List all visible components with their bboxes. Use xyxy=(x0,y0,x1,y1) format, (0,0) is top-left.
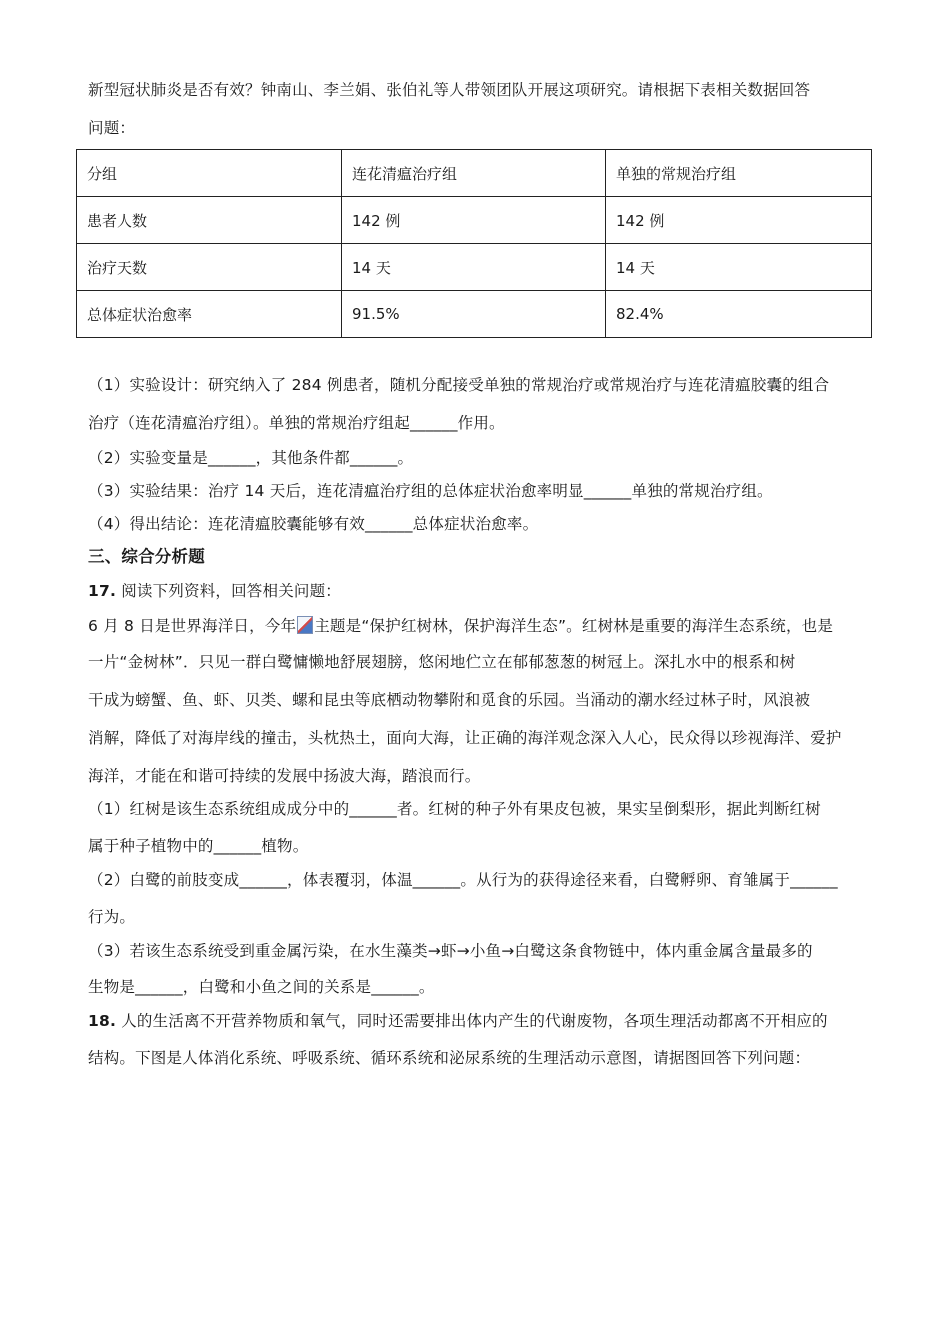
q17-para-line4: 消解，降低了对海岸线的撞击，头枕热土，面向大海，让正确的海洋观念深入人心，民众得以珍视海洋、爱护 xyxy=(88,729,842,747)
table-cell: 患者人数 xyxy=(77,197,342,244)
q17-part3-line1: （3）若该生态系统受到重金属污染，在水生藻类→虾→小鱼→白鹭这条食物链中，体内重金属含量最多的 xyxy=(88,942,813,960)
question-number: 17. xyxy=(88,582,117,600)
q16-part2: （2）实验变量是______，其他条件都______。 xyxy=(88,449,414,467)
q17-prompt xyxy=(88,580,868,602)
table-cell: 142 例 xyxy=(342,197,606,244)
q17-para-line3: 干成为螃蟹、鱼、虾、贝类、螺和昆虫等底栖动物攀附和觅食的乐园。当涌动的潮水经过林子时，风浪被 xyxy=(88,691,811,709)
q17-part2-line1: （2）白鹭的前肢变成______，体表覆羽，体温______。从行为的获得途径来看，白鹭孵卵、育雏属于______ xyxy=(88,871,838,889)
q17-part1-line1: （1）红树是该生态系统组成成分中的______者。红树的种子外有果皮包被，果实呈倒梨形，据此判断红树 xyxy=(88,800,821,818)
q16-part1-line2: 治疗（连花清瘟治疗组）。单独的常规治疗组起______作用。 xyxy=(88,414,505,432)
intro-line-2: 问题： xyxy=(88,119,136,137)
table-header-cell: 连花清瘟治疗组 xyxy=(342,150,606,197)
table-header-cell: 单独的常规治疗组 xyxy=(606,150,872,197)
data-table xyxy=(76,149,872,338)
q18-line1-text: 人的生活离不开营养物质和氧气，同时还需要排出体内产生的代谢废物，各项生理活动都离不开相应的 xyxy=(116,1012,828,1030)
question-number: 18. xyxy=(88,1012,117,1030)
q17-part3-line2: 生物是______，白鹭和小鱼之间的关系是______。 xyxy=(88,978,435,996)
q17-para-line1-a: 6 月 8 日是世界海洋日，今年 xyxy=(88,617,297,635)
q17-para-line5: 海洋，才能在和谐可持续的发展中扬波大海，踏浪而行。 xyxy=(88,767,481,785)
table-cell: 91.5% xyxy=(342,291,606,338)
embedded-image-icon xyxy=(297,616,313,634)
q17-part1-line2: 属于种子植物中的______植物。 xyxy=(88,837,309,855)
q18-line1 xyxy=(88,1010,868,1032)
table-cell: 142 例 xyxy=(606,197,872,244)
q16-part4: （4）得出结论：连花清瘟胶囊能够有效______总体症状治愈率。 xyxy=(88,515,539,533)
q17-para-line1 xyxy=(88,615,868,637)
table-cell: 82.4% xyxy=(606,291,872,338)
q18-line2: 结构。下图是人体消化系统、呼吸系统、循环系统和泌尿系统的生理活动示意图，请据图回答下列问题： xyxy=(88,1049,811,1067)
q16-part1-line1: （1）实验设计：研究纳入了 284 例患者，随机分配接受单独的常规治疗或常规治疗与连花清瘟胶囊的组合 xyxy=(88,376,830,394)
intro-line-1: 新型冠状肺炎是否有效？钟南山、李兰娟、张伯礼等人带领团队开展这项研究。请根据下表相关数据回答 xyxy=(88,81,811,99)
table-row xyxy=(77,197,872,244)
table-cell: 总体症状治愈率 xyxy=(77,291,342,338)
table-header-row xyxy=(77,150,872,197)
section-heading: 三、综合分析题 xyxy=(88,547,205,566)
table-row xyxy=(77,291,872,338)
q17-prompt-text: 阅读下列资料，回答相关问题： xyxy=(116,582,341,600)
table-row xyxy=(77,244,872,291)
table-header-cell: 分组 xyxy=(77,150,342,197)
table-cell: 治疗天数 xyxy=(77,244,342,291)
q17-para-line1-b: 主题是“保护红树林，保护海洋生态”。红树林是重要的海洋生态系统，也是 xyxy=(314,617,834,635)
table-cell: 14 天 xyxy=(342,244,606,291)
q17-para-line2: 一片“金树林”．只见一群白鹭慵懒地舒展翅膀，悠闲地伫立在郁郁葱葱的树冠上。深扎水中的根系和树 xyxy=(88,653,796,671)
q17-part2-line2: 行为。 xyxy=(88,908,136,926)
q16-part3: （3）实验结果：治疗 14 天后，连花清瘟治疗组的总体症状治愈率明显______单独的常规治疗组。 xyxy=(88,482,773,500)
table-cell: 14 天 xyxy=(606,244,872,291)
